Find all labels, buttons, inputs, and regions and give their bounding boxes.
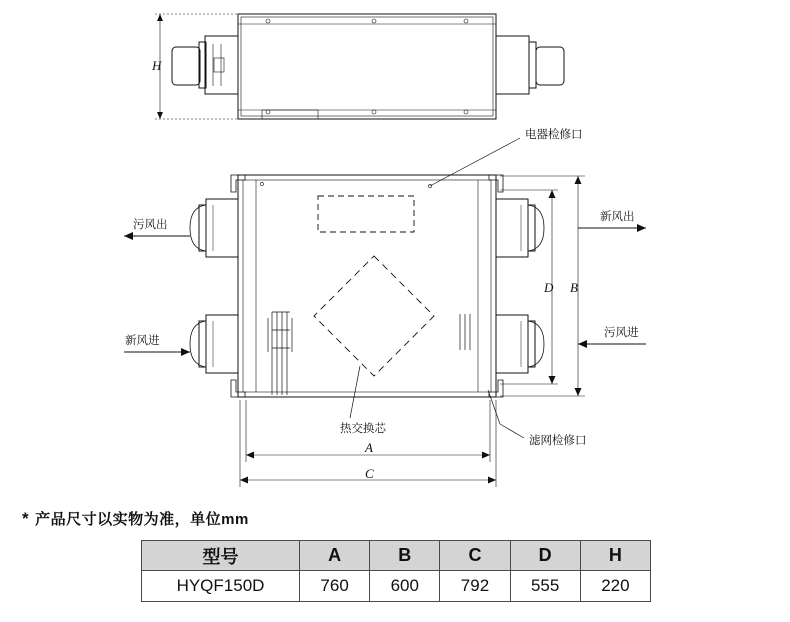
cell-c: 792 — [440, 571, 510, 602]
airflow-label-fresh-air-in: 新风进 — [125, 335, 160, 347]
cell-model: HYQF150D — [142, 571, 300, 602]
table-header-row — [142, 541, 651, 571]
cell-a: 760 — [300, 571, 370, 602]
dimension-label-a: A — [365, 440, 373, 455]
note-text: 产品尺寸以实物为准，单位mm — [35, 511, 249, 528]
table-header-b: B — [370, 541, 440, 571]
dimension-label-b: B — [570, 280, 578, 295]
dimension-label-h: H — [152, 58, 162, 73]
units-note — [22, 508, 249, 529]
callout-label-filter-access-port: 滤网检修口 — [529, 435, 587, 447]
plan-view-body — [190, 175, 544, 397]
airflow-label-fresh-air-out: 新风出 — [600, 211, 635, 223]
callout-label-heat-exchange-core: 热交换芯 — [340, 423, 386, 435]
table-header-model: 型号 — [142, 541, 300, 571]
airflow-label-exhaust-air-in: 污风进 — [604, 327, 639, 339]
cell-d: 555 — [510, 571, 580, 602]
table-row — [142, 571, 651, 602]
top-view-body — [172, 14, 564, 119]
table-header-h: H — [580, 541, 650, 571]
airflow-arrows — [124, 224, 646, 356]
table-header-c: C — [440, 541, 510, 571]
dimension-h — [155, 14, 238, 119]
spec-table — [141, 540, 651, 602]
table-header-a: A — [300, 541, 370, 571]
table-header-d: D — [510, 541, 580, 571]
note-asterisk: * — [22, 509, 30, 528]
cell-b: 600 — [370, 571, 440, 602]
airflow-label-exhaust-air-out: 污风出 — [133, 219, 168, 231]
dimension-label-d: D — [544, 280, 554, 295]
callout-label-electrical-access-port: 电器检修口 — [525, 129, 583, 141]
cell-h: 220 — [580, 571, 650, 602]
dimension-label-c: C — [365, 466, 374, 481]
